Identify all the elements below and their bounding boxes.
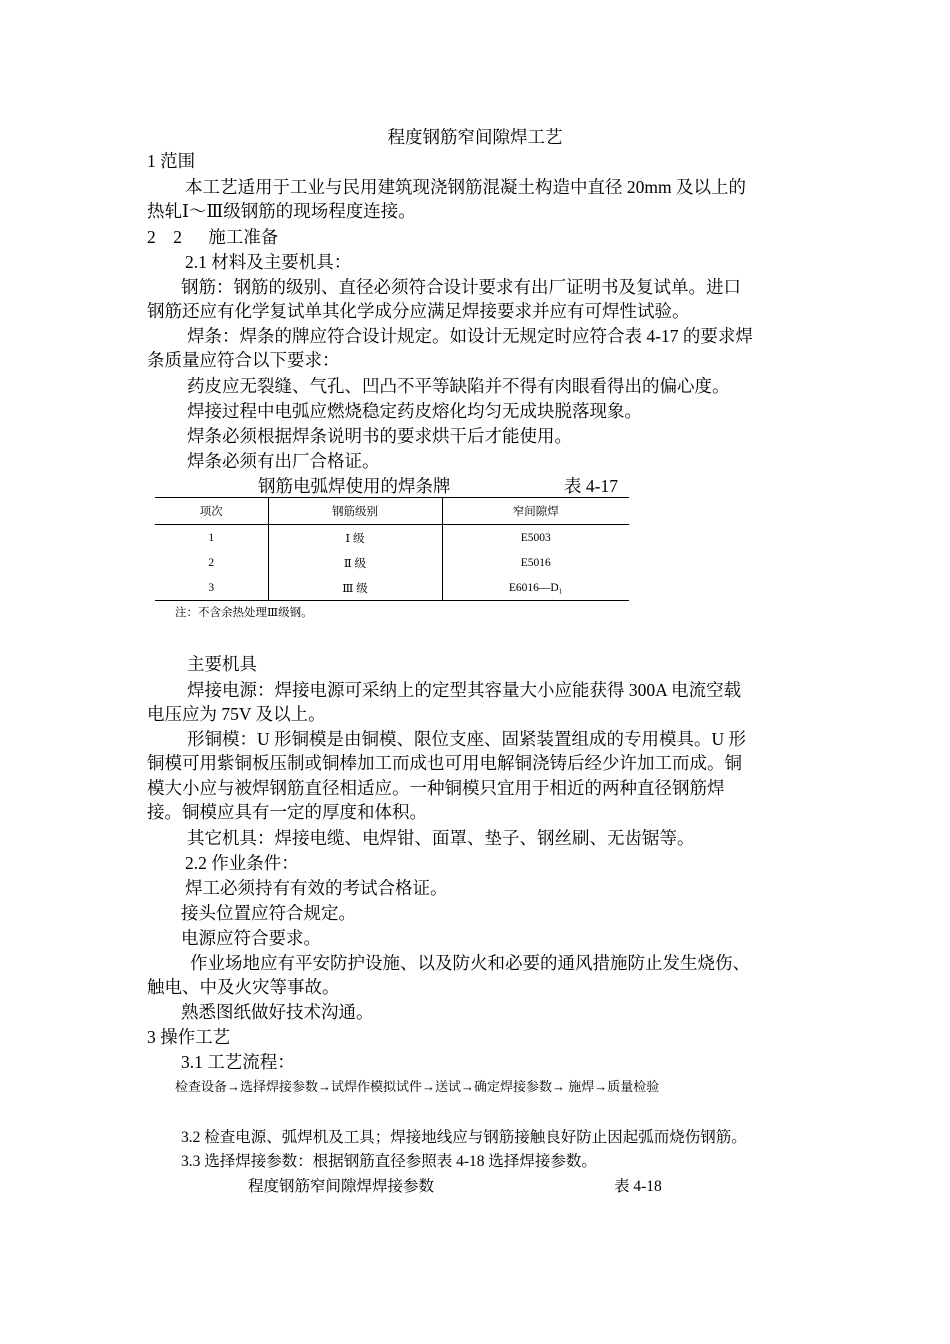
section-3-2: 3.2 检查电源、弧焊机及工具；焊接地线应与钢筋接触良好防止因起弧而烧伤钢筋。 [181, 1129, 747, 1146]
paragraph-line: 接。铜模应具有一定的厚度和体积。 [147, 802, 427, 822]
table-cell: 2 [155, 550, 268, 575]
section-3-1-heading: 3.1 工艺流程： [181, 1052, 295, 1072]
table-4-18-caption: 程度钢筋窄间隙焊焊接参数 [248, 1178, 435, 1195]
condition-line: 焊工必须持有有效的考试合格证。 [185, 878, 448, 898]
requirement-line: 焊接过程中电弧应燃烧稳定药皮熔化均匀无成块脱落现象。 [187, 401, 642, 421]
table-cell: E5003 [520, 531, 551, 544]
table-4-17 [155, 497, 629, 601]
paragraph-line: 焊条：焊条的牌应符合设计规定。如设计无规定时应符合表 4-17 的要求焊 [187, 326, 753, 346]
requirement-line: 药皮应无裂缝、气孔、凹凸不平等缺陷并不得有肉眼看得出的偏心度。 [187, 376, 730, 396]
paragraph-line: 本工艺适用于工业与民用建筑现浇钢筋混凝土构造中直径 20mm 及以上的 [185, 177, 746, 197]
section-2-2-heading: 2.2 作业条件： [185, 853, 299, 873]
condition-line: 电源应符合要求。 [181, 928, 321, 948]
paragraph-line: 电压应为 75V 及以上。 [147, 704, 326, 724]
section-1-heading: 1 范围 [147, 151, 196, 171]
table-cell: 3 [155, 575, 268, 601]
table-cell: E5016 [520, 556, 551, 569]
table-cell: Ⅲ 级 [268, 575, 442, 601]
paragraph-line: 钢筋：钢筋的级别、直径必须符合设计要求有出厂证明书及复试单。进口 [181, 277, 741, 297]
paragraph-line: 条质量应符合以下要求： [147, 350, 340, 370]
table-row [155, 575, 629, 601]
paragraph-line: 热轧Ⅰ～Ⅲ级钢筋的现场程度连接。 [147, 201, 416, 221]
table-header-cell: 窄间隙焊 [442, 498, 629, 525]
table-row [155, 550, 629, 575]
section-3-3: 3.3 选择焊接参数：根据钢筋直径参照表 4-18 选择焊接参数。 [181, 1153, 597, 1170]
condition-line: 熟悉图纸做好技术沟通。 [181, 1002, 374, 1022]
table-cell: E6016—D₁ [442, 575, 629, 601]
section-3-heading: 3 操作工艺 [147, 1027, 231, 1047]
table-4-18-number: 表 4-18 [614, 1178, 662, 1195]
table-4-17-caption: 钢筋电弧焊使用的焊条牌 [258, 476, 451, 496]
table-4-17-number: 表 4-17 [564, 476, 618, 496]
condition-line: 作业场地应有平安防护设施、以及防火和必要的通风措施防止发生烧伤、 [190, 953, 750, 973]
paragraph-line: 铜模可用紫铜板压制或铜棒加工而成也可用电解铜浇铸后经少许加工而成。铜 [147, 753, 742, 773]
tools-heading: 主要机具 [187, 654, 257, 674]
table-header-cell: 钢筋级别 [268, 498, 442, 525]
table-cell: 1 [155, 525, 268, 551]
document-title: 程度钢筋窄间隙焊工艺 [387, 127, 563, 147]
section-2-1-heading: 2.1 材料及主要机具： [185, 252, 352, 272]
paragraph-line: 钢筋还应有化学复试单其化学成分应满足焊接要求并应有可焊性试验。 [147, 301, 690, 321]
section-2-heading: 2 2 施工准备 [147, 227, 279, 247]
table-cell: Ⅱ 级 [268, 550, 442, 575]
paragraph-line: 焊接电源：焊接电源可采纳上的定型其容量大小应能获得 300A 电流空载 [187, 680, 742, 700]
table-header-cell: 项次 [155, 498, 268, 525]
paragraph-line: 其它机具：焊接电缆、电焊钳、面罩、垫子、钢丝刷、无齿锯等。 [187, 828, 695, 848]
table-cell: Ⅰ 级 [268, 525, 442, 551]
condition-line: 触电、中及火灾等事故。 [147, 977, 340, 997]
table-4-17-note: 注：不含余热处理Ⅲ级钢。 [175, 607, 313, 619]
condition-line: 接头位置应符合规定。 [181, 903, 356, 923]
requirement-line: 焊条必须根据焊条说明书的要求烘干后才能使用。 [187, 426, 572, 446]
table-header-row [155, 498, 629, 525]
process-flow: 检查设备→选择焊接参数→试焊作模拟试件→送试→确定焊接参数→ 施焊→质量检验 [175, 1079, 660, 1094]
paragraph-line: 模大小应与被焊钢筋直径相适应。一种铜模只宜用于相近的两种直径钢筋焊 [147, 778, 725, 798]
paragraph-line: 形铜模：U 形铜模是由铜模、限位支座、固紧装置组成的专用模具。U 形 [187, 729, 747, 749]
requirement-line: 焊条必须有出厂合格证。 [187, 451, 380, 471]
table-row [155, 525, 629, 551]
